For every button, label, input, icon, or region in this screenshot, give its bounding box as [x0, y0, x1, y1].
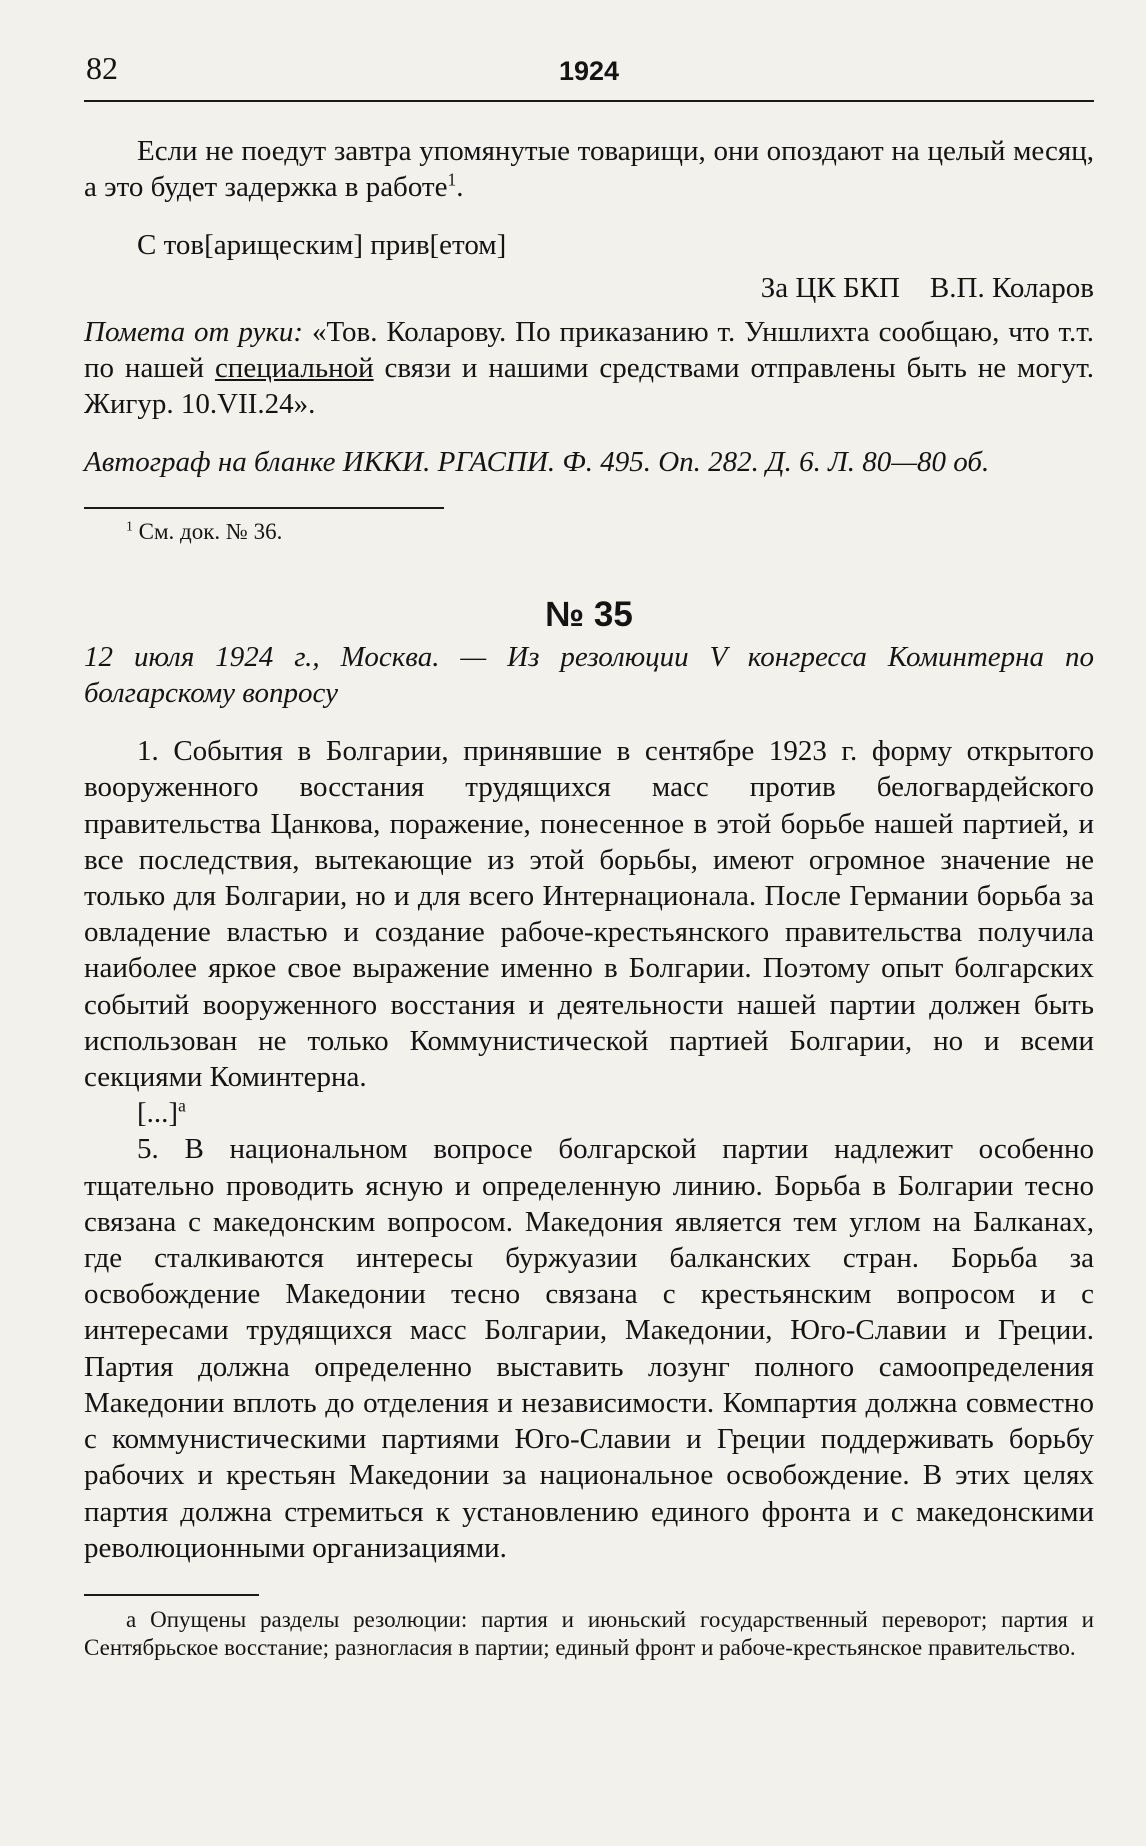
signature-org: За ЦК БКП — [760, 271, 900, 304]
footnote-separator — [84, 507, 444, 509]
page-body — [84, 133, 1094, 1662]
document-heading: 12 июля 1924 г., Москва. — Из резолюции V конгресса Коминтерна по болгарскому вопросу — [84, 640, 1094, 710]
omission-text: [...] — [137, 1097, 179, 1130]
footnote-1-marker: 1 — [126, 517, 133, 533]
letter-closing-paragraph — [84, 133, 1094, 205]
note-text-a: «Тов. Коларову. По приказанию т. Уншлихта сообщаю, что т.т. по нашей — [84, 315, 1094, 385]
letter-greeting: С тов[арищеским] прив[етом] — [137, 229, 507, 262]
footnote-1-text: См. док. № 36. — [132, 518, 283, 544]
footnote-a — [84, 1606, 1094, 1662]
document-number: № 35 — [545, 594, 633, 634]
footnote-ref-1: 1 — [447, 169, 457, 190]
footnote-1 — [84, 517, 1094, 547]
handwritten-note — [84, 314, 1094, 423]
footnote-a-text: Опущены разделы резолюции: партия и июньский государственный переворот; партия и Сентябрьское восстание; разногласия в партии; единый фронт и рабоче-крестьянское правительство. — [84, 1606, 1094, 1660]
resolution-paragraph-5: 5. В национальном вопросе болгарской партии надлежит особенно тщательно проводить ясную и определенную линию. Борьба в Болгарии тесно связана с македонским вопросом. Македония является тем углом на Балканах, где сталкиваются интересы буржуазии балканских стран. Борьба за освобождение Македонии тесно связана с крестьянским вопросом и с интересами трудящихся масс Болгарии, Македонии, Юго-Славии и Греции. Партия должна определенно выставить лозунг полного самоопределения Македонии вплоть до отделения и независимости. Компартия должна совместно с коммунистическими партиями Юго-Славии и Греции поддерживать борьбу рабочих и крестьян Македонии за национальное освобождение. В этих целях партия должна стремиться к установлению единого фронта и с македонскими революционными организациями. — [84, 1133, 1094, 1564]
note-label: Помета от руки: — [84, 315, 304, 348]
letter-signature — [84, 270, 1094, 306]
running-head-year: 1924 — [558, 56, 620, 86]
resolution-paragraph-1: 1. События в Болгарии, принявшие в сентябре 1923 г. форму открытого вооруженного восстания трудящихся масс против белогвардейского правительства Цанкова, поражение, понесенное в этой борьбе нашей партией, и все последствия, вытекающие из этой борьбы, имеют огромное значение не только для Болгарии, но и для всего Интернационала. После Германии борьба за овладение властью и создание рабоче-крестьянского правительства получила наиболее яркое свое выражение именно в Болгарии. Поэтому опыт болгарских событий вооруженного восстания и деятельности нашей партии должен быть использован не только Коммунистической партией Болгарии, но и всеми секциями Коминтерна. — [84, 735, 1094, 1094]
note-text-b: связи и нашими средствами отправлены быть не могут. Жигур. 10.VII.24». — [84, 352, 1094, 421]
omission-marker — [84, 1095, 1094, 1131]
page-header — [84, 50, 1094, 102]
note-underlined-word: специальной — [214, 352, 374, 385]
footnote-ref-a: а — [178, 1095, 186, 1116]
footnote-a-separator — [84, 1594, 259, 1596]
letter-closing-end: . — [456, 171, 464, 204]
archive-source: Автограф на бланке ИККИ. РГАСПИ. Ф. 495. Оп. 282. Д. 6. Л. 80—80 об. — [84, 446, 990, 479]
letter-closing-text: Если не поедут завтра упомянутые товарищи, они опоздают на целый месяц, а это будет задержка в работе — [84, 135, 1094, 204]
page-number: 82 — [86, 50, 118, 86]
signature-name: В.П. Коларов — [929, 271, 1094, 304]
footnote-a-marker: а — [126, 1606, 137, 1632]
